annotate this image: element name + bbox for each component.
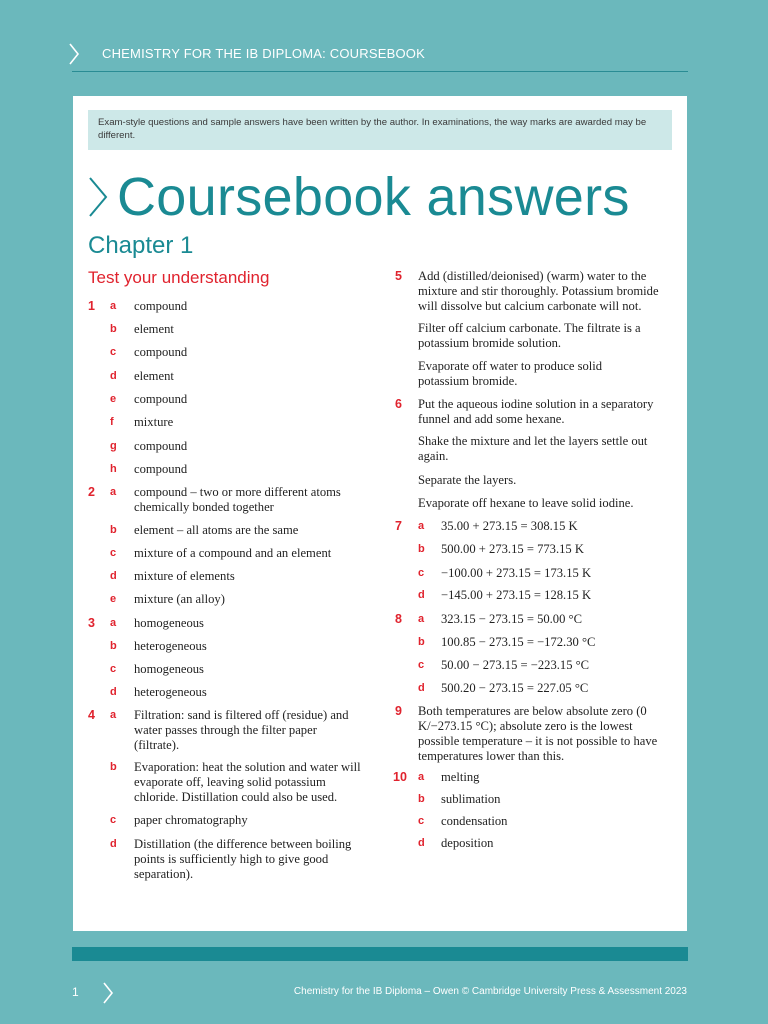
page-title-row	[87, 162, 630, 232]
part-letter: d	[110, 370, 117, 382]
answer-text: homogeneous	[134, 662, 204, 676]
answer-paragraph: Evaporate off hexane to leave solid iodine.	[418, 496, 634, 510]
answer-text: compound	[134, 299, 188, 313]
answer-paragraph: Separate the layers.	[418, 473, 517, 487]
part-letter: a	[110, 617, 117, 629]
part-letter: d	[110, 570, 117, 582]
answer-text: Distillation (the difference between boiling points is sufficiently high to give good separation).	[134, 837, 352, 881]
answer-text: heterogeneous	[134, 639, 207, 653]
answer-text: 500.00 + 273.15 = 773.15 K	[441, 542, 584, 556]
chapter-heading: Chapter 1	[88, 232, 194, 259]
question-number: 7	[395, 519, 402, 533]
answer-text: compound	[134, 345, 188, 359]
chevron-right-icon	[68, 43, 80, 65]
answer-text: melting	[441, 770, 480, 784]
page-header	[0, 0, 768, 72]
part-letter: a	[110, 486, 117, 498]
answer-paragraph: Both temperatures are below absolute zero (0 K/−273.15 °C); absolute zero is the lowest possible temperature – it is not possible to have temperatures lower than this.	[418, 704, 658, 763]
answer-text: sublimation	[441, 792, 501, 806]
question-number: 9	[395, 704, 402, 718]
part-letter: d	[110, 686, 117, 698]
part-letter: d	[110, 838, 117, 850]
part-letter: a	[110, 709, 117, 721]
question-number: 2	[88, 485, 95, 499]
part-letter: a	[110, 300, 117, 312]
part-letter: c	[418, 815, 425, 827]
answer-text: 323.15 − 273.15 = 50.00 °C	[441, 612, 582, 626]
answer-text: mixture of elements	[134, 569, 235, 583]
answer-text: compound	[134, 439, 188, 453]
header-rule	[72, 71, 688, 72]
part-letter: c	[110, 547, 117, 559]
answer-text: condensation	[441, 814, 508, 828]
answer-text: mixture (an alloy)	[134, 592, 225, 606]
answer-text: element – all atoms are the same	[134, 523, 299, 537]
part-letter: a	[418, 520, 425, 532]
question-number: 10	[393, 770, 407, 784]
answer-text: element	[134, 322, 174, 336]
answer-text: homogeneous	[134, 616, 204, 630]
part-letter: b	[418, 543, 425, 555]
part-letter: d	[418, 589, 425, 601]
part-letter: b	[110, 524, 117, 536]
part-letter: a	[418, 613, 425, 625]
question-number: 8	[395, 612, 402, 626]
part-letter: e	[110, 393, 117, 405]
question-number: 5	[395, 269, 402, 283]
part-letter: g	[110, 440, 117, 452]
answer-text: heterogeneous	[134, 685, 207, 699]
part-letter: b	[110, 761, 117, 773]
answer-text: paper chromatography	[134, 813, 248, 827]
part-letter: c	[418, 659, 425, 671]
question-number: 1	[88, 299, 95, 313]
answer-text: deposition	[441, 836, 494, 850]
answer-text: 50.00 − 273.15 = −223.15 °C	[441, 658, 590, 672]
part-letter: h	[110, 463, 117, 475]
answer-text: compound	[134, 392, 188, 406]
answer-text: mixture of a compound and an element	[134, 546, 332, 560]
part-letter: b	[110, 323, 117, 335]
part-letter: e	[110, 593, 117, 605]
answer-text: 500.20 − 273.15 = 227.05 °C	[441, 681, 589, 695]
part-letter: b	[418, 636, 425, 648]
answer-text: −100.00 + 273.15 = 173.15 K	[441, 566, 592, 580]
part-letter: d	[418, 682, 425, 694]
answer-text: 100.85 − 273.15 = −172.30 °C	[441, 635, 596, 649]
page-number: 1	[72, 985, 79, 999]
chevron-right-icon	[87, 176, 109, 218]
page-title: Coursebook answers	[117, 167, 630, 227]
page-content	[73, 96, 687, 931]
part-letter: c	[110, 346, 117, 358]
answer-text: compound	[134, 462, 188, 476]
question-number: 6	[395, 397, 402, 411]
part-letter: c	[110, 663, 117, 675]
answer-text: −145.00 + 273.15 = 128.15 K	[441, 588, 592, 602]
question-number: 4	[88, 708, 95, 722]
part-letter: c	[418, 567, 425, 579]
answer-paragraph: Add (distilled/deionised) (warm) water to the mixture and stir thoroughly. Potassium bromide will dissolve but calcium carbonate will not.	[418, 269, 659, 313]
answer-paragraph: Put the aqueous iodine solution in a separatory funnel and add some hexane.	[418, 397, 654, 426]
part-letter: d	[418, 837, 425, 849]
question-number: 3	[88, 616, 95, 630]
answer-paragraph: Shake the mixture and let the layers settle out again.	[418, 434, 648, 463]
footer-band	[72, 947, 688, 961]
part-letter: a	[418, 771, 425, 783]
part-letter: c	[110, 814, 117, 826]
answer-text: element	[134, 369, 174, 383]
answer-text: Filtration: sand is filtered off (residue) and water passes through the filter paper (filtrate).	[134, 708, 349, 752]
part-letter: f	[110, 416, 114, 428]
footer-credit: Chemistry for the IB Diploma – Owen © Cambridge University Press & Assessment 2023	[293, 986, 687, 997]
section-heading: Test your understanding	[88, 268, 270, 287]
answer-paragraph: Evaporate off water to produce solid potassium bromide.	[418, 359, 603, 388]
answer-text: compound – two or more different atoms chemically bonded together	[134, 485, 341, 514]
part-letter: b	[110, 640, 117, 652]
book-title: CHEMISTRY FOR THE IB DIPLOMA: COURSEBOOK	[102, 46, 425, 61]
answer-text: mixture	[134, 415, 174, 429]
answer-paragraph: Filter off calcium carbonate. The filtrate is a potassium bromide solution.	[418, 321, 641, 350]
exam-notice: Exam-style questions and sample answers have been written by the author. In examinations, the way marks are awarded may be different.	[88, 110, 672, 150]
chevron-right-icon[interactable]	[102, 982, 114, 1004]
answer-text: Evaporation: heat the solution and water will evaporate off, leaving solid potassium chloride. Distillation could also be used.	[134, 760, 361, 804]
part-letter: b	[418, 793, 425, 805]
answer-text: 35.00 + 273.15 = 308.15 K	[441, 519, 578, 533]
